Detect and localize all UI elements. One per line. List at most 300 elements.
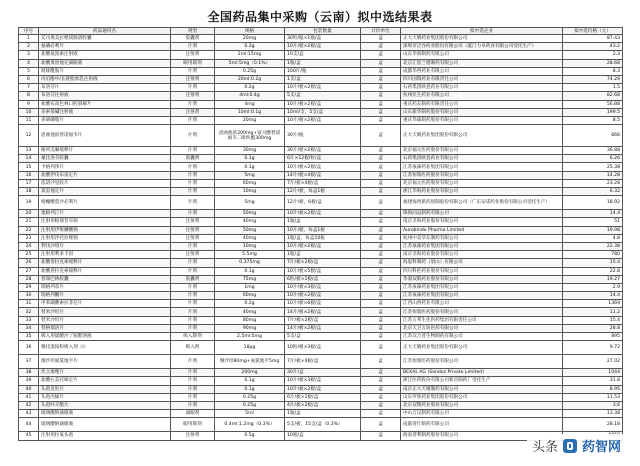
cell-price: 14.28 — [563, 171, 623, 179]
cell-package: 10支/盒 — [285, 51, 361, 59]
cell-package: 12片/板，每盒1板 — [285, 188, 361, 196]
cell-drug-name: 普瑞巴林胶囊 — [39, 275, 171, 283]
cell-unit: 盒 — [361, 308, 401, 316]
cell-index: 38 — [19, 369, 39, 377]
table-row — [19, 275, 623, 283]
cell-index: 20 — [19, 210, 39, 218]
cell-package: 30片/瓶 — [285, 125, 361, 147]
table-row — [19, 196, 623, 210]
cell-unit: 盒 — [361, 385, 401, 393]
cell-spec: 18μg — [215, 341, 285, 355]
cell-price: 8.95 — [563, 385, 623, 393]
cell-price: 22.8 — [563, 267, 623, 275]
cell-dosage-form: 片剂 — [171, 401, 215, 409]
cell-index: 45 — [19, 432, 39, 440]
table-row — [19, 35, 623, 43]
cell-company: 重庆药友制药有限责任公司 — [401, 100, 563, 108]
cell-index: 35 — [19, 333, 39, 341]
table-row — [19, 267, 623, 275]
cell-unit: 盒 — [361, 171, 401, 179]
cell-package: 5支/板，15支/盒（0.3%） — [285, 418, 361, 432]
table-row — [19, 316, 623, 324]
cell-unit: 盒 — [361, 324, 401, 332]
cell-spec: 0.1g — [215, 267, 285, 275]
cell-spec: 2.5ml:5mg — [215, 333, 285, 341]
cell-dosage-form: 注射剂 — [171, 234, 215, 242]
cell-company: 山东罗欣药业集团股份有限公司 — [401, 393, 563, 401]
cell-spec: 10mg — [215, 242, 285, 250]
cell-package: 4片/板×2板/盒 — [285, 401, 361, 409]
table-row — [19, 75, 623, 83]
cell-package: 10片/板×2板/盒 — [285, 385, 361, 393]
cell-drug-name: 盐酸伊伐布雷定片 — [39, 171, 171, 179]
table-row — [19, 210, 623, 218]
cell-package: 10瓶/盒 — [285, 432, 361, 440]
cell-drug-name: 丙泊酚中/长链脂肪乳注射液 — [39, 75, 171, 83]
cell-company: 江西山香药业有限公司 — [401, 300, 563, 308]
cell-unit: 盒 — [361, 59, 401, 67]
table-row — [19, 251, 623, 259]
cell-dosage-form: 片剂 — [171, 163, 215, 171]
cell-index: 24 — [19, 242, 39, 250]
cell-index: 18 — [19, 188, 39, 196]
table-body — [19, 35, 623, 441]
table-row — [19, 163, 623, 171]
cell-index: 36 — [19, 341, 39, 355]
cell-dosage-form: 片剂 — [171, 292, 215, 300]
cell-dosage-form: 片剂 — [171, 300, 215, 308]
cell-drug-name: 盐酸氨溴索注射液 — [39, 51, 171, 59]
cell-spec: 0.375mg — [215, 259, 285, 267]
cell-spec: 0.2g — [215, 43, 285, 51]
cell-dosage-form: 片剂 — [171, 377, 215, 385]
table-row — [19, 51, 623, 59]
cell-company: 浙江华海药业股份有限公司 — [401, 188, 563, 196]
cell-package: 10粒/板×3板/盒 — [285, 341, 361, 355]
cell-index: 16 — [19, 171, 39, 179]
cell-company: 成都普什制药有限公司 — [401, 418, 563, 432]
cell-spec: 60mg — [215, 292, 285, 300]
cell-dosage-form: 片剂 — [171, 100, 215, 108]
cell-spec: 恩曲他滨200mg+富马酸替诺福韦二吡呋酯300mg — [215, 125, 285, 147]
cell-package: 7片/板×2板/盒 — [285, 316, 361, 324]
cell-dosage-form: 注射剂 — [171, 92, 215, 100]
cell-drug-name: 卡格列净片 — [39, 163, 171, 171]
table-row — [19, 341, 623, 355]
cell-spec: 30mg — [215, 147, 285, 155]
cell-price: 2.3 — [563, 51, 623, 59]
cell-company: 南京圣和药业股份有限公司 — [401, 218, 563, 226]
table-row — [19, 226, 623, 234]
cell-dosage-form: 胶囊剂 — [171, 275, 215, 283]
table-row — [19, 67, 623, 75]
cell-price: 22.38 — [563, 242, 623, 250]
cell-unit: 盒 — [361, 125, 401, 147]
cell-spec: 5ml:5mg（0.1%） — [215, 59, 285, 67]
cell-dosage-form: 片剂 — [171, 210, 215, 218]
cell-index: 2 — [19, 43, 39, 51]
cell-drug-name: 替米沙坦片 — [39, 308, 171, 316]
page-title: 全国药品集中采购（云南）拟中选结果表 — [207, 10, 433, 24]
cell-dosage-form: 滴眼剂 — [171, 410, 215, 418]
cell-dosage-form: 注射剂 — [171, 108, 215, 116]
cell-spec: 4mg — [215, 100, 285, 108]
cell-package: 100片/瓶 — [285, 67, 361, 75]
watermark-brand: 药智网 — [581, 440, 621, 455]
cell-package: 30片/板×2板/盒 — [285, 147, 361, 155]
cell-dosage-form: 胶囊剂 — [171, 35, 215, 43]
cell-unit: 盒 — [361, 108, 401, 116]
cell-index: 28 — [19, 275, 39, 283]
cell-drug-name: 头孢呋辛酯片 — [39, 401, 171, 409]
cell-drug-name: 替格瑞洛片 — [39, 324, 171, 332]
table-row — [19, 100, 623, 108]
cell-price: 8.5 — [563, 116, 623, 124]
table-row — [19, 324, 623, 332]
cell-spec: 0.5g — [215, 432, 285, 440]
cell-spec: 0.1g — [215, 155, 285, 163]
cell-unit: 盒 — [361, 355, 401, 369]
cell-price: 9.72 — [563, 341, 623, 355]
cell-drug-name: 注射用帕瑞昔布钠 — [39, 218, 171, 226]
cell-index: 12 — [19, 125, 39, 147]
col-header-drug-name: 药品通用名 — [39, 28, 171, 35]
cell-drug-name: 布洛芬片 — [39, 84, 171, 92]
cell-spec: 缬沙坦80mg+氨氯地平5mg — [215, 355, 285, 369]
table-row — [19, 333, 623, 341]
cell-drug-name: 吸入用硫酸沙丁胺醇溶液 — [39, 333, 171, 341]
cell-package: 1瓶/盒 — [285, 59, 361, 67]
cell-drug-name: 瑞格列奈片 — [39, 283, 171, 291]
cell-company: 海思科制药（眉山）有限公司 — [401, 259, 563, 267]
cell-dosage-form: 吸入制剂 — [171, 333, 215, 341]
cell-index: 5 — [19, 67, 39, 75]
table-row — [19, 179, 623, 187]
cell-package: 30粒/瓶×1瓶/盒 — [285, 35, 361, 43]
cell-package: 14片/板×2板/盒 — [285, 324, 361, 332]
cell-package: 10片/板×2板/盒 — [285, 84, 361, 92]
cell-dosage-form: 眼用制剂 — [171, 418, 215, 432]
cell-company: 江苏恒瑞医药股份有限公司 — [401, 355, 563, 369]
cell-price: 25.38 — [563, 163, 623, 171]
cell-drug-name: 布洛芬注射液 — [39, 92, 171, 100]
cell-price: 14.4 — [563, 292, 623, 300]
cell-company: 山东华鲁制药有限公司 — [401, 51, 563, 59]
cell-unit: 盒 — [361, 179, 401, 187]
cell-company: 南京圣和药业股份有限公司 — [401, 251, 563, 259]
cell-unit: 盒 — [361, 234, 401, 242]
cell-index: 34 — [19, 324, 39, 332]
table-row — [19, 125, 623, 147]
cell-index: 6 — [19, 75, 39, 83]
cell-spec: 0.25g — [215, 393, 285, 401]
cell-price: 780 — [563, 251, 623, 259]
table-row — [19, 171, 623, 179]
cell-price: 14.4 — [563, 210, 623, 218]
cell-spec: 75mg — [215, 275, 285, 283]
cell-index: 14 — [19, 155, 39, 163]
cell-company: 江苏豪森药业集团有限公司 — [401, 283, 563, 291]
cell-index: 42 — [19, 401, 39, 409]
cell-price: 82.68 — [563, 92, 623, 100]
cell-drug-name: 盐酸普拉克索缓释片 — [39, 259, 171, 267]
col-header-unit: 计价单位 — [361, 28, 401, 35]
cell-company: 山东新华制药股份有限公司 — [401, 108, 563, 116]
cell-dosage-form: 片剂 — [171, 242, 215, 250]
cell-dosage-form: 片剂 — [171, 125, 215, 147]
cell-spec: 20mg — [215, 35, 285, 43]
cell-drug-name: 塞格列汀片 — [39, 210, 171, 218]
col-header-package: 包装数量 — [285, 28, 361, 35]
cell-dosage-form: 片剂 — [171, 355, 215, 369]
cell-company: 江苏豪森药业集团有限公司 — [401, 242, 563, 250]
cell-dosage-form: 片剂 — [171, 84, 215, 92]
col-header-price: 拟中选价格（元） — [563, 28, 623, 35]
cell-unit: 盒 — [361, 155, 401, 163]
cell-dosage-form: 吸入剂 — [171, 341, 215, 355]
results-table — [18, 27, 623, 441]
cell-drug-name: 盐酸布南色林口腔崩解片 — [39, 100, 171, 108]
cell-spec: 50mg — [215, 226, 285, 234]
cell-index: 11 — [19, 116, 39, 124]
cell-price: 3.6 — [563, 401, 623, 409]
cell-company: 正大天晴药业集团股份有限公司 — [401, 341, 563, 355]
cell-unit: 盒 — [361, 218, 401, 226]
cell-drug-name: 利伐沙班片 — [39, 242, 171, 250]
cell-dosage-form: 片剂 — [171, 324, 215, 332]
cell-unit: 盒 — [361, 163, 401, 171]
cell-price: 13.38 — [563, 410, 623, 418]
cell-spec: 0.1g — [215, 163, 285, 171]
table-row — [19, 84, 623, 92]
cell-drug-name: 甲苯磺酸索拉非尼片 — [39, 300, 171, 308]
table-row — [19, 355, 623, 369]
cell-price: 31.8 — [563, 377, 623, 385]
table-row — [19, 147, 623, 155]
cell-unit: 盒 — [361, 275, 401, 283]
document-icon — [563, 439, 577, 453]
cell-unit: 盒 — [361, 418, 401, 432]
cell-price: 18.92 — [563, 196, 623, 210]
cell-dosage-form: 片剂 — [171, 267, 215, 275]
cell-index: 10 — [19, 108, 39, 116]
watermark-prefix: 头条 — [531, 440, 558, 455]
cell-spec: 40mg — [215, 234, 285, 242]
cell-company: 北京福元医药股份有限公司 — [401, 179, 563, 187]
cell-package: 1瓶/盒 — [285, 218, 361, 226]
cell-unit: 盒 — [361, 341, 401, 355]
cell-drug-name: 替米沙坦片 — [39, 316, 171, 324]
cell-company: Aurobindo Pharma Limited — [401, 226, 563, 234]
cell-package: 10片/板×5板/盒 — [285, 267, 361, 275]
cell-dosage-form: 注射剂 — [171, 432, 215, 440]
cell-unit: 盒 — [361, 210, 401, 218]
watermark — [527, 434, 626, 457]
cell-price: 15.4 — [563, 316, 623, 324]
cell-price: 895 — [563, 333, 623, 341]
cell-package: 5支/盒 — [285, 333, 361, 341]
cell-spec: 60mg — [215, 179, 285, 187]
cell-unit: 盒 — [361, 92, 401, 100]
table-row — [19, 401, 623, 409]
cell-drug-name: 依诺沙星胶片 — [39, 179, 171, 187]
cell-dosage-form: 片剂 — [171, 259, 215, 267]
cell-company: 浙江医药股份有限公司新昌制药厂受托生产 — [401, 377, 563, 385]
cell-package: 10片/板×2板/盒 — [285, 210, 361, 218]
cell-company: 江苏恒瑞医药股份有限公司 — [401, 171, 563, 179]
cell-dosage-form: 片剂 — [171, 393, 215, 401]
cell-unit: 盒 — [361, 43, 401, 51]
cell-package: 6片×12板/粒/盒 — [285, 155, 361, 163]
cell-company: 南京正大天晴制药有限公司 — [401, 385, 563, 393]
cell-company: 北京汇恩兰德制药有限公司 — [401, 59, 563, 67]
table-row — [19, 59, 623, 67]
cell-index: 32 — [19, 308, 39, 316]
cell-company: 北京双鹭药业股份有限公司 — [401, 401, 563, 409]
cell-company: 深圳市泛谷药业股份有限公司（厦门力卓药业有限公司受托生产） — [401, 43, 563, 51]
cell-dosage-form: 片剂 — [171, 308, 215, 316]
cell-unit: 盒 — [361, 300, 401, 308]
cell-package: 7片/板×2板/盒 — [285, 259, 361, 267]
cell-company: 中山万汉制药有限公司 — [401, 410, 563, 418]
cell-package: 30片/盒 — [285, 369, 361, 377]
cell-index: 27 — [19, 267, 39, 275]
cell-drug-name: 氨磺必利片 — [39, 43, 171, 51]
cell-company: 杭州中美华东制药有限公司 — [401, 234, 563, 242]
cell-drug-name: 多烯磷脂片 — [39, 116, 171, 124]
cell-unit: 盒 — [361, 292, 401, 300]
cell-index: 39 — [19, 377, 39, 385]
cell-index: 4 — [19, 59, 39, 67]
cell-price: 1044 — [563, 369, 623, 377]
cell-spec: 80mg — [215, 316, 285, 324]
cell-drug-name: 注射用利多卡因 — [39, 251, 171, 259]
cell-unit: 盒 — [361, 51, 401, 59]
cell-package: 10片/板，每盒1板 — [285, 226, 361, 234]
cell-company: 四川国瑞药业有限责任公司 — [401, 75, 563, 83]
cell-price: 1369 — [563, 300, 623, 308]
cell-dosage-form: 注射剂 — [171, 226, 215, 234]
cell-company: 北京福元医药股份有限公司 — [401, 147, 563, 155]
cell-spec: 50mg — [215, 210, 285, 218]
cell-index: 25 — [19, 251, 39, 259]
cell-company: 江苏豪森药业集团有限公司 — [401, 163, 563, 171]
table-row — [19, 188, 623, 196]
table-row — [19, 234, 623, 242]
cell-package: 12片/板，6板/盒 — [285, 196, 361, 210]
cell-price: 19.98 — [563, 226, 623, 234]
cell-price: 28.68 — [563, 59, 623, 67]
cell-spec: 90mg — [215, 324, 285, 332]
cell-price: 43.2 — [563, 43, 623, 51]
cell-package: 6粒/板×1板/盒 — [285, 275, 361, 283]
table-row — [19, 292, 623, 300]
cell-company: 珠海同益制药有限公司 — [401, 210, 563, 218]
cell-index: 9 — [19, 100, 39, 108]
table-row — [19, 259, 623, 267]
table-row — [19, 300, 623, 308]
cell-unit: 盒 — [361, 393, 401, 401]
cell-dosage-form: 胶囊剂 — [171, 155, 215, 163]
cell-package: 10片/板×3板/盒 — [285, 283, 361, 291]
cell-dosage-form: 注射剂 — [171, 75, 215, 83]
cell-company: 北京天卫万坊医药有限公司 — [401, 324, 563, 332]
cell-spec: 40mg — [215, 218, 285, 226]
cell-spec: 5ml — [215, 410, 285, 418]
cell-company: 重庆华森制药股份有限公司 — [401, 116, 563, 124]
cell-dosage-form: 片剂 — [171, 369, 215, 377]
cell-price: 11.53 — [563, 393, 623, 401]
cell-dosage-form: 片剂 — [171, 67, 215, 75]
cell-unit: 盒 — [361, 147, 401, 155]
table-row — [19, 43, 623, 51]
table-row — [19, 242, 623, 250]
cell-drug-name: 注射用伊班膦酸钠 — [39, 226, 171, 234]
cell-index: 37 — [19, 355, 39, 369]
cell-company: 四川科伦药业股份有限公司 — [401, 267, 563, 275]
cell-company: BEXAL AG (Sandoz Private Limited) — [401, 369, 563, 377]
cell-spec: 5mg — [215, 196, 285, 210]
cell-price: 28.8 — [563, 324, 623, 332]
cell-company: 正大天晴药业集团股份有限公司 — [401, 35, 563, 43]
cell-drug-name: 噻托溴铵粉吸入剂（Ⅰ） — [39, 341, 171, 355]
cell-price: 4.8 — [563, 234, 623, 242]
cell-unit: 盒 — [361, 377, 401, 385]
cell-package: 10片/板×3板/盒 — [285, 377, 361, 385]
cell-price: 1.5 — [563, 84, 623, 92]
cell-spec: 1mg — [215, 283, 285, 291]
cell-spec: 2ml:15mg — [215, 51, 285, 59]
cell-unit: 盒 — [361, 75, 401, 83]
cell-package: 7片/板×4板/盒 — [285, 179, 361, 187]
cell-index: 31 — [19, 300, 39, 308]
cell-price: 27.02 — [563, 355, 623, 369]
cell-drug-name: 吡嗪酰胺片 — [39, 67, 171, 75]
cell-unit: 盒 — [361, 369, 401, 377]
cell-price: 19.27 — [563, 275, 623, 283]
cell-unit: 盒 — [361, 196, 401, 210]
cell-unit: 盒 — [361, 333, 401, 341]
cell-unit: 盒 — [361, 316, 401, 324]
cell-index: 19 — [19, 196, 39, 210]
cell-unit: 盒 — [361, 401, 401, 409]
cell-unit: 盒 — [361, 116, 401, 124]
cell-drug-name: 玻璃酸钠滴眼液 — [39, 418, 171, 432]
cell-package: 14片/板×2板/盒 — [285, 308, 361, 316]
cell-price: 28.18 — [563, 418, 623, 432]
cell-company: 江苏汉合普生物制药有限公司 — [401, 333, 563, 341]
cell-price: 666 — [563, 125, 623, 147]
cell-company: 石药集团欧意药业有限公司 — [401, 84, 563, 92]
cell-index: 41 — [19, 393, 39, 401]
cell-drug-name: 瑞格列酮片 — [39, 292, 171, 300]
cell-index: 7 — [19, 84, 39, 92]
cell-dosage-form: 片剂 — [171, 147, 215, 155]
col-header-spec: 规格 — [215, 28, 285, 35]
cell-spec: 20ml:0.2g — [215, 75, 285, 83]
cell-package: 10片/板×2板/盒 — [285, 116, 361, 124]
cell-price: 15.4 — [563, 259, 623, 267]
cell-package: 1瓶/盒 — [285, 251, 361, 259]
table-header-row — [19, 28, 623, 35]
cell-drug-name: 缬沙坦氨氯地平片 — [39, 355, 171, 369]
cell-package: 5支/盒 — [285, 92, 361, 100]
cell-spec: 10ml:0.1g — [215, 108, 285, 116]
col-header-index: 序号 — [19, 28, 39, 35]
cell-unit: 盒 — [361, 242, 401, 250]
cell-dosage-form: 片剂 — [171, 196, 215, 210]
cell-package: 10片/板×2板/盒 — [285, 100, 361, 108]
